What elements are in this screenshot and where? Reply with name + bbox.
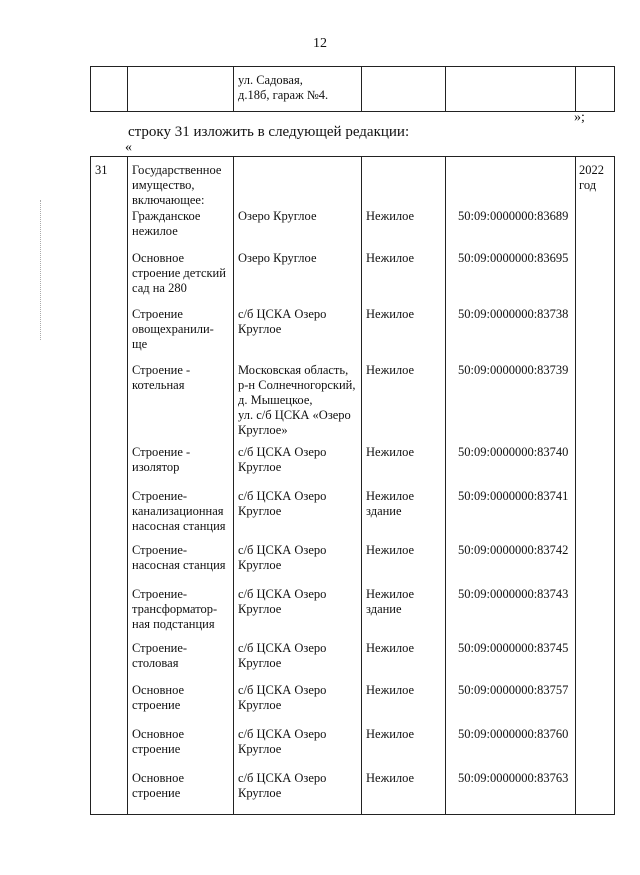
- table-cell: [576, 67, 615, 112]
- year-cell-line: 2022: [579, 163, 604, 177]
- year-cell-line: год: [579, 178, 597, 192]
- property-name-cell: [128, 363, 234, 445]
- type-cell: [362, 727, 446, 771]
- table-row: [91, 209, 615, 251]
- location-cell-line: с/б ЦСКА Озеро: [238, 488, 327, 503]
- table-row: [91, 727, 615, 771]
- property-name-cell-line: овощехранили-: [132, 321, 214, 336]
- property-name-cell: [128, 307, 234, 363]
- location-cell: [234, 157, 362, 209]
- property-name-cell-line: Строение-: [132, 488, 188, 503]
- location-cell: [234, 445, 362, 489]
- location-cell-line: Круглое: [238, 557, 282, 572]
- type-cell-line: здание: [366, 503, 402, 518]
- location-cell-line: Круглое»: [238, 422, 288, 437]
- type-cell-line: Нежилое: [366, 586, 415, 601]
- location-cell-line: Озеро Круглое: [238, 250, 317, 265]
- cadastral-cell-line: 50:09:0000000:83763: [458, 770, 569, 785]
- property-name-cell-line: Основное: [132, 682, 185, 697]
- location-cell: [234, 307, 362, 363]
- previous-table-fragment: [90, 66, 615, 112]
- property-name-cell-line: Строение: [132, 306, 183, 321]
- table-row: [91, 683, 615, 727]
- type-cell-line: Нежилое: [366, 208, 415, 223]
- cadastral-cell: [446, 209, 576, 251]
- cadastral-cell: [446, 771, 576, 815]
- location-cell-line: Круглое: [238, 741, 282, 756]
- row-number-cell: [91, 307, 128, 363]
- location-cell-line: с/б ЦСКА Озеро: [238, 444, 327, 459]
- table-row: [91, 363, 615, 445]
- property-name-cell-line: Гражданское: [132, 208, 201, 223]
- type-cell-line: Нежилое: [366, 444, 415, 459]
- location-cell-line: ул. с/б ЦСКА «Озеро: [238, 407, 351, 422]
- property-name-cell-line: Строение -: [132, 362, 191, 377]
- row-number-cell: [91, 587, 128, 641]
- location-cell-line: д. Мышецкое,: [238, 392, 313, 407]
- location-cell: [234, 363, 362, 445]
- property-name-cell-line: Строение -: [132, 444, 191, 459]
- row-number-cell: [91, 489, 128, 543]
- type-cell: [362, 445, 446, 489]
- year-cell: [576, 641, 615, 683]
- year-cell: [576, 445, 615, 489]
- type-cell-line: Нежилое: [366, 542, 415, 557]
- property-name-cell-line: Основное: [132, 770, 185, 785]
- cadastral-cell-line: 50:09:0000000:83760: [458, 726, 569, 741]
- property-name-cell-line: ще: [132, 336, 148, 351]
- cadastral-cell: [446, 251, 576, 307]
- property-name-cell-line: Основное: [132, 250, 185, 265]
- cadastral-cell: [446, 307, 576, 363]
- location-cell: [234, 641, 362, 683]
- property-name-cell-line: имущество,: [132, 178, 195, 192]
- property-name-cell-line: ная подстанция: [132, 616, 215, 631]
- property-name-cell-line: насосная станция: [132, 518, 226, 533]
- cadastral-cell: [446, 445, 576, 489]
- year-cell: [576, 489, 615, 543]
- location-cell: [234, 771, 362, 815]
- location-cell-line: Круглое: [238, 697, 282, 712]
- property-name-cell-line: столовая: [132, 655, 179, 670]
- table-row: [91, 445, 615, 489]
- opening-quote: «: [125, 140, 132, 155]
- type-cell: [362, 641, 446, 683]
- property-name-cell-line: строение: [132, 785, 181, 800]
- row-number-cell: [91, 209, 128, 251]
- type-cell-line: Нежилое: [366, 640, 415, 655]
- table-row: [91, 157, 615, 209]
- location-cell-line: Круглое: [238, 601, 282, 616]
- property-name-cell: [128, 771, 234, 815]
- type-cell: [362, 543, 446, 587]
- property-name-cell-line: насосная станция: [132, 557, 226, 572]
- property-name-cell-line: нежилое: [132, 223, 178, 238]
- table-row: [91, 307, 615, 363]
- row-number-cell: [91, 771, 128, 815]
- table-cell: [362, 67, 446, 112]
- year-cell: [576, 727, 615, 771]
- address-cell: [234, 67, 362, 112]
- property-name-cell-line: Строение-: [132, 542, 188, 557]
- type-cell-line: Нежилое: [366, 250, 415, 265]
- location-cell: [234, 251, 362, 307]
- row-number-cell-line: 31: [95, 163, 108, 177]
- row-number-cell: [91, 543, 128, 587]
- type-cell-line: Нежилое: [366, 306, 415, 321]
- type-cell-line: Нежилое: [366, 362, 415, 377]
- property-name-cell: [128, 251, 234, 307]
- property-name-cell-line: строение детский: [132, 265, 226, 280]
- location-cell-line: Московская область,: [238, 362, 349, 377]
- property-name-cell: [128, 587, 234, 641]
- table-row: [91, 251, 615, 307]
- type-cell: [362, 771, 446, 815]
- property-table: [90, 156, 615, 815]
- property-name-cell: [128, 489, 234, 543]
- address-line: ул. Садовая,: [238, 73, 303, 87]
- property-name-cell-line: котельная: [132, 377, 185, 392]
- table-cell: [91, 67, 128, 112]
- address-line: д.18б, гараж №4.: [238, 88, 329, 102]
- cadastral-cell: [446, 683, 576, 727]
- year-cell: [576, 771, 615, 815]
- cadastral-cell: [446, 641, 576, 683]
- location-cell-line: с/б ЦСКА Озеро: [238, 726, 327, 741]
- type-cell-line: здание: [366, 601, 402, 616]
- year-cell: [576, 587, 615, 641]
- property-name-cell: [128, 683, 234, 727]
- year-cell: [576, 543, 615, 587]
- cadastral-cell-line: 50:09:0000000:83695: [458, 250, 569, 265]
- property-name-cell-line: включающее:: [132, 193, 205, 207]
- type-cell: [362, 251, 446, 307]
- cadastral-cell-line: 50:09:0000000:83738: [458, 306, 569, 321]
- property-name-cell-line: Государственное: [132, 163, 222, 177]
- property-name-cell-line: трансформатор-: [132, 601, 218, 616]
- location-cell: [234, 587, 362, 641]
- location-cell-line: Круглое: [238, 321, 282, 336]
- table-row: [91, 489, 615, 543]
- year-cell: [576, 251, 615, 307]
- year-cell: [576, 209, 615, 251]
- row-number-cell: [91, 727, 128, 771]
- year-cell: [576, 683, 615, 727]
- property-name-cell-line: сад на 280: [132, 280, 187, 295]
- location-cell: [234, 489, 362, 543]
- table-cell: [446, 67, 576, 112]
- property-name-cell: [128, 641, 234, 683]
- margin-mark: [40, 200, 42, 340]
- row-number-cell: [91, 363, 128, 445]
- type-cell: [362, 683, 446, 727]
- property-name-cell-line: Строение-: [132, 586, 188, 601]
- year-cell: [576, 157, 615, 209]
- type-cell: [362, 587, 446, 641]
- cadastral-cell: [446, 587, 576, 641]
- location-cell: [234, 209, 362, 251]
- location-cell-line: Круглое: [238, 459, 282, 474]
- row-number-cell: [91, 683, 128, 727]
- location-cell-line: с/б ЦСКА Озеро: [238, 306, 327, 321]
- table-row: [91, 587, 615, 641]
- cadastral-cell: [446, 489, 576, 543]
- property-name-cell-line: изолятор: [132, 459, 180, 474]
- property-name-cell-line: канализационная: [132, 503, 224, 518]
- property-name-cell-line: строение: [132, 741, 181, 756]
- cadastral-cell-line: 50:09:0000000:83743: [458, 586, 569, 601]
- property-name-cell: [128, 445, 234, 489]
- location-cell-line: Круглое: [238, 785, 282, 800]
- property-name-cell: [128, 543, 234, 587]
- cadastral-cell: [446, 157, 576, 209]
- location-cell-line: с/б ЦСКА Озеро: [238, 682, 327, 697]
- table-row: [91, 641, 615, 683]
- location-cell-line: с/б ЦСКА Озеро: [238, 542, 327, 557]
- table-cell: [128, 67, 234, 112]
- location-cell: [234, 683, 362, 727]
- cadastral-cell: [446, 543, 576, 587]
- row-number-cell: [91, 641, 128, 683]
- type-cell: [362, 307, 446, 363]
- type-cell: [362, 209, 446, 251]
- cadastral-cell: [446, 363, 576, 445]
- property-name-cell: [128, 157, 234, 209]
- location-cell: [234, 727, 362, 771]
- location-cell-line: с/б ЦСКА Озеро: [238, 640, 327, 655]
- location-cell-line: р-н Солнечногорский,: [238, 377, 356, 392]
- location-cell-line: с/б ЦСКА Озеро: [238, 586, 327, 601]
- type-cell: [362, 489, 446, 543]
- location-cell: [234, 543, 362, 587]
- type-cell-line: Нежилое: [366, 682, 415, 697]
- page-number: 12: [313, 36, 327, 51]
- table-row: [91, 543, 615, 587]
- location-cell-line: Озеро Круглое: [238, 208, 317, 223]
- row-number-cell: [91, 251, 128, 307]
- property-name-cell-line: Строение-: [132, 640, 188, 655]
- cadastral-cell-line: 50:09:0000000:83757: [458, 682, 569, 697]
- closing-quote: »;: [574, 110, 585, 125]
- year-cell: [576, 307, 615, 363]
- type-cell-line: Нежилое: [366, 726, 415, 741]
- row-number-cell: [91, 445, 128, 489]
- property-name-cell-line: Основное: [132, 726, 185, 741]
- property-name-cell: [128, 727, 234, 771]
- type-cell: [362, 363, 446, 445]
- location-cell-line: Круглое: [238, 655, 282, 670]
- cadastral-cell-line: 50:09:0000000:83689: [458, 208, 569, 223]
- type-cell-line: Нежилое: [366, 488, 415, 503]
- location-cell-line: с/б ЦСКА Озеро: [238, 770, 327, 785]
- year-cell: [576, 363, 615, 445]
- amendment-instruction: строку 31 изложить в следующей редакции:: [128, 124, 410, 140]
- type-cell-line: Нежилое: [366, 770, 415, 785]
- type-cell: [362, 157, 446, 209]
- cadastral-cell-line: 50:09:0000000:83739: [458, 362, 569, 377]
- cadastral-cell-line: 50:09:0000000:83742: [458, 542, 569, 557]
- table-row: [91, 67, 615, 112]
- cadastral-cell-line: 50:09:0000000:83741: [458, 488, 569, 503]
- row-number-cell: [91, 157, 128, 209]
- table-row: [91, 771, 615, 815]
- property-name-cell: [128, 209, 234, 251]
- cadastral-cell-line: 50:09:0000000:83740: [458, 444, 569, 459]
- property-name-cell-line: строение: [132, 697, 181, 712]
- cadastral-cell-line: 50:09:0000000:83745: [458, 640, 569, 655]
- location-cell-line: Круглое: [238, 503, 282, 518]
- cadastral-cell: [446, 727, 576, 771]
